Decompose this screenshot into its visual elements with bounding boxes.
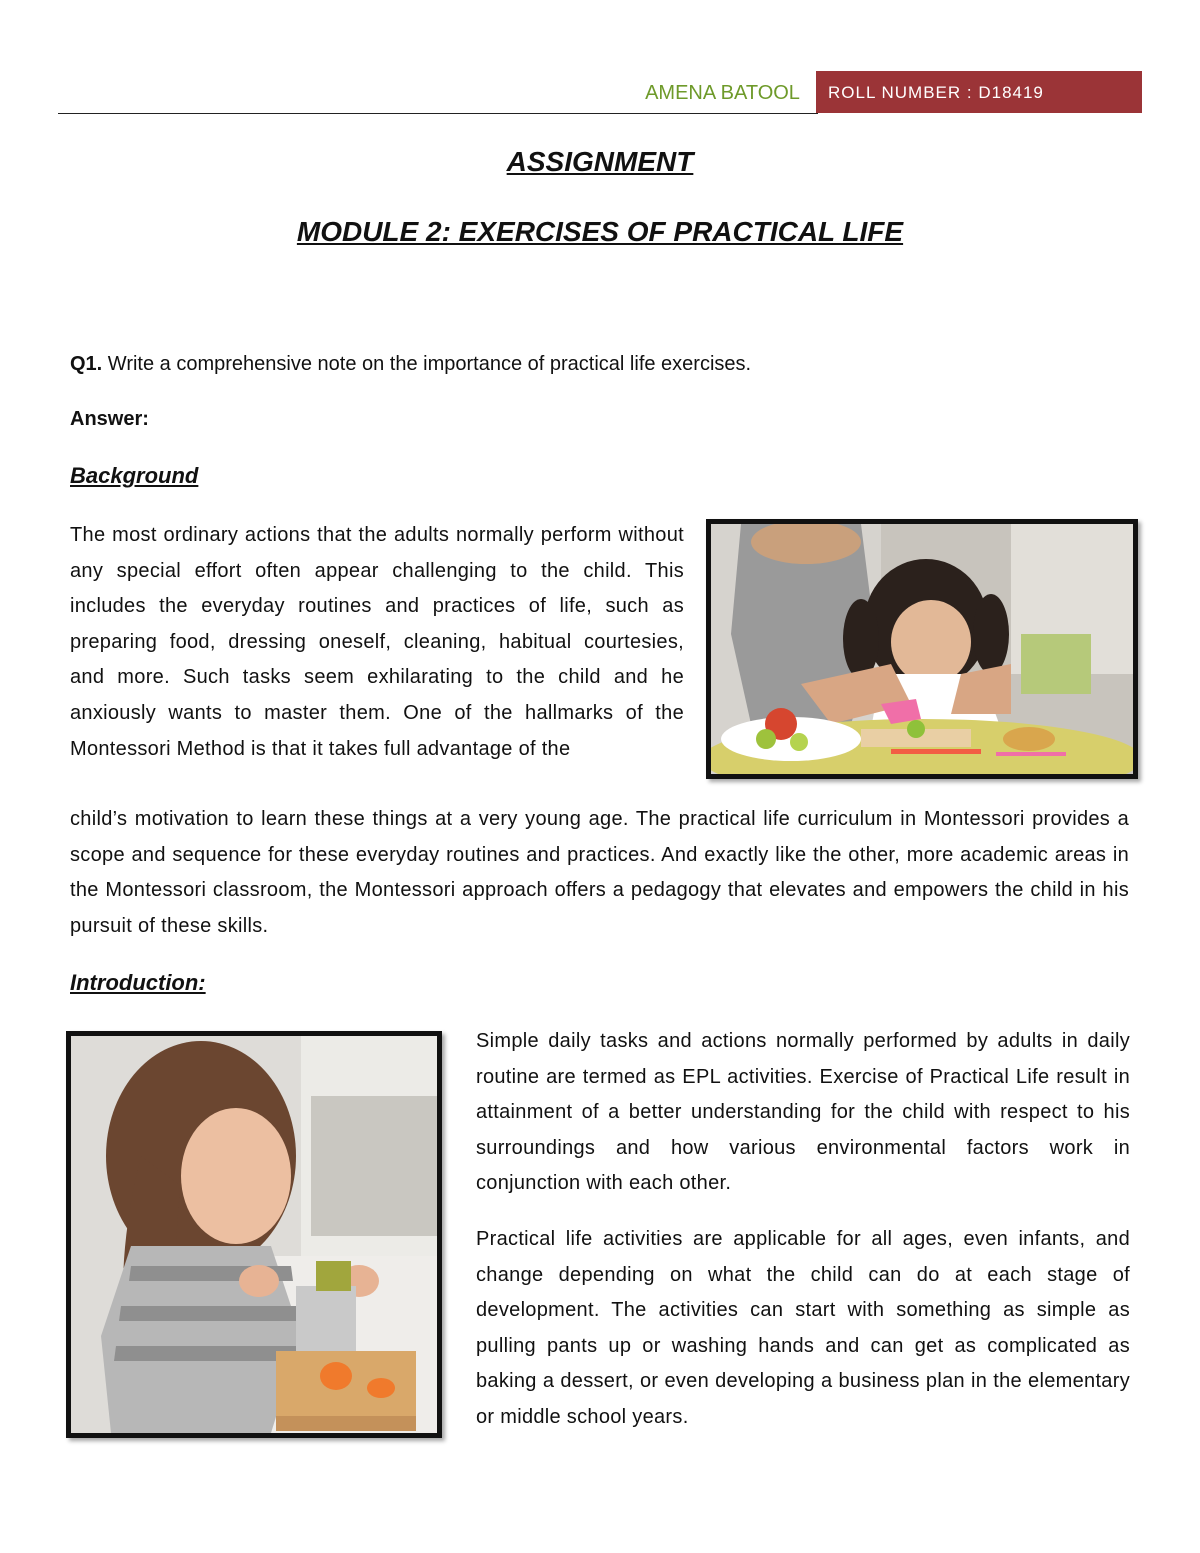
background-paragraph-part1: The most ordinary actions that the adults normally perform without any special effort often appear challenging to the child. This includes the everyday routines and practices of life, such as preparing food, dressing oneself, cleaning, habitual courtesies, and more. Such tasks seem exhilarating to the child and he anxiously wants to master them. One of the hallmarks of the Montessori Method is that it takes full advantage of the xyxy=(70,524,684,760)
answer-label: Answer: xyxy=(70,408,149,430)
question-line xyxy=(70,353,751,376)
introduction-paragraph-1: Simple daily tasks and actions normally performed by adults in daily routine are termed as EPL activities. Exercise of Practical Life result in attainment of a better understanding for the child with respect to his surroundings and how various environmental factors work in conjunction with each other. xyxy=(476,1030,1130,1195)
document-title: ASSIGNMENT xyxy=(506,146,694,177)
photo-mother-child-cutting-vegetables xyxy=(706,519,1138,779)
photo-girl-slicing-carrots xyxy=(66,1031,442,1438)
background-heading: Background xyxy=(70,463,199,488)
question-text: Write a comprehensive note on the importance of practical life exercises. xyxy=(102,353,752,375)
module-title: MODULE 2: EXERCISES OF PRACTICAL LIFE xyxy=(296,216,904,247)
background-paragraph-part2: child’s motivation to learn these things at a very young age. The practical life curriculum in Montessori provides a scope and sequence for these everyday routines and practices. And exactly like the other, more academic areas in the Montessori classroom, the Montessori approach offers a pedagogy that elevates and empowers the child in his pursuit of these skills. xyxy=(70,808,1129,937)
header-student-name: AMENA BATOOL xyxy=(645,82,800,104)
introduction-heading: Introduction: xyxy=(70,970,206,995)
introduction-paragraph-2: Practical life activities are applicable for all ages, even infants, and change depending on what the child can do at each stage of development. The activities can start with something as simple as pulling pants up or washing hands and can get as complicated as baking a dessert, or even developing a business plan in the elementary or middle school years. xyxy=(476,1228,1130,1428)
header-divider xyxy=(58,113,818,114)
question-label: Q1. xyxy=(70,353,103,375)
header-roll-number: ROLL NUMBER : D18419 xyxy=(816,71,1142,113)
